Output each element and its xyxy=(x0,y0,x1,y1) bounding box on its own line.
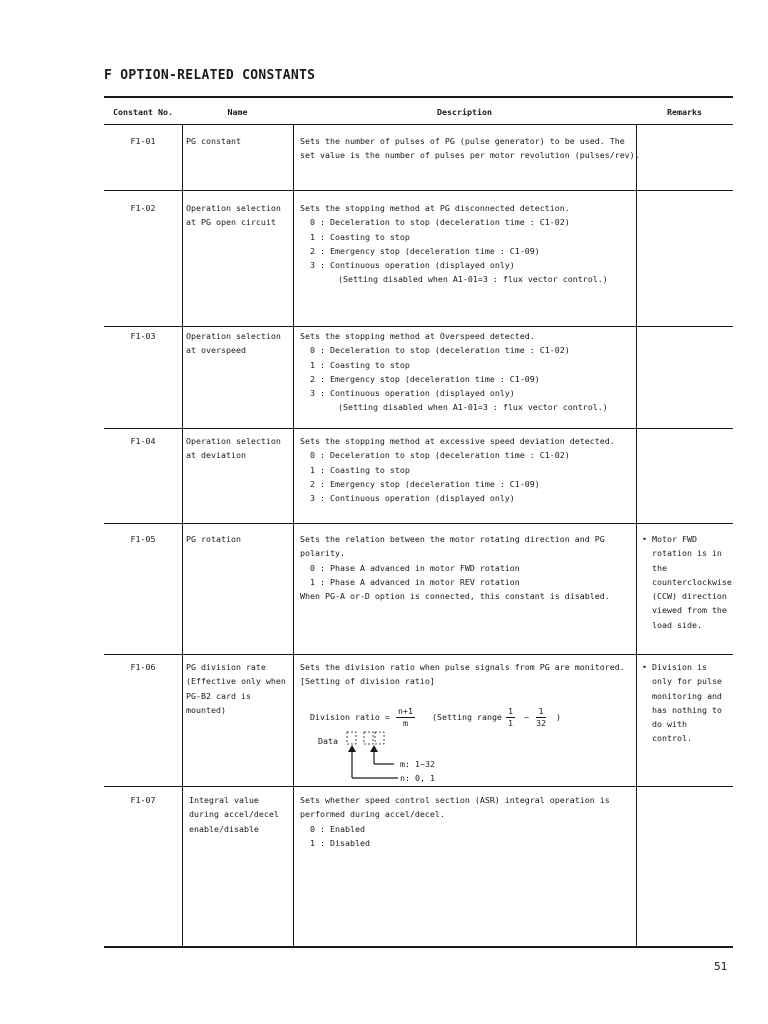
constant-no: F1-03 xyxy=(130,331,156,341)
constant-no: F1-04 xyxy=(130,436,156,446)
constant-description: Sets the division ratio when pulse signals from PG are monitored. [Setting of division ratio] xyxy=(300,662,625,687)
row-divider xyxy=(104,326,733,327)
table-bottom-rule xyxy=(104,946,733,948)
row-divider xyxy=(104,190,733,191)
digit-box-m1 xyxy=(364,732,373,744)
division-ratio-formula xyxy=(310,706,630,786)
n-arrow-icon xyxy=(348,745,356,752)
row-divider xyxy=(104,428,733,429)
row-divider xyxy=(104,523,733,524)
page-number: 51 xyxy=(714,960,728,973)
range-text: (Setting range xyxy=(432,712,502,722)
digit-box-m2 xyxy=(375,732,384,744)
constant-remarks: • Motor FWD rotation is in the counterclockwise (CCW) direction viewed from the load side. xyxy=(642,534,732,630)
constant-no: F1-05 xyxy=(130,534,156,544)
n-range-label: n: 0, 1 xyxy=(400,773,435,783)
row-divider xyxy=(104,654,733,655)
constant-name: Operation selection at deviation xyxy=(186,436,281,461)
constant-no: F1-07 xyxy=(130,795,156,805)
range-high-fraction: $\frac{1}{32}$ xyxy=(536,706,546,728)
range-tilde: ~ xyxy=(524,712,529,722)
constant-description: Sets the stopping method at excessive speed deviation detected. 0 : Deceleration to stop (deceleration time : C1-02) 1 : Coasting to stop 2 : Emergency stop (deceleration time : C1-09) 3 : Continuous operation (displayed only) xyxy=(300,436,615,504)
constant-name: PG division rate (Effective only when PG-B2 card is mounted) xyxy=(186,662,286,715)
constant-name: Integral value during accel/decel enable/disable xyxy=(189,795,279,834)
constant-description: Sets the number of pulses of PG (pulse generator) to be used. The set value is the number of pulses per motor revolution (pulses/rev). xyxy=(300,136,640,161)
page-title: F OPTION-RELATED CONSTANTS xyxy=(104,68,316,83)
header-constant-no: Constant No. xyxy=(113,107,173,117)
constant-description: Sets the stopping method at Overspeed detected. 0 : Deceleration to stop (deceleration time : C1-02) 1 : Coasting to stop 2 : Emergency stop (deceleration time : C1-09) 3 : Continuous operation (displayed only) (Setting disabled when A1-01=3 : flux vector control.) xyxy=(300,331,608,413)
constant-name: Operation selection at PG open circuit xyxy=(186,203,281,228)
bullet-icon: • xyxy=(642,534,647,544)
column-divider xyxy=(293,124,294,946)
header-name: Name xyxy=(227,107,248,117)
m-arrow-icon xyxy=(370,745,378,752)
constant-remarks: • Division is only for pulse monitoring and has nothing to do with control. xyxy=(642,662,722,744)
table-header-rule xyxy=(104,124,733,125)
m-range-label: m: 1~32 xyxy=(400,759,435,769)
header-remarks: Remarks xyxy=(667,107,702,117)
constant-description: Sets the relation between the motor rotating direction and PG polarity. 0 : Phase A advanced in motor FWD rotation 1 : Phase A advanced in motor REV rotation When PG-A or-D option is connected, this constant is disabled. xyxy=(300,534,610,602)
constant-no: F1-02 xyxy=(130,203,156,213)
table-top-rule xyxy=(104,96,733,98)
constant-no: F1-01 xyxy=(130,136,156,146)
ratio-fraction: $\frac{n+1}{m}$ xyxy=(398,706,413,728)
range-low-fraction: $\frac{1}{1}$ xyxy=(508,706,513,728)
header-description: Description xyxy=(437,107,492,117)
constant-description: Sets whether speed control section (ASR) integral operation is performed during accel/decel. 0 : Enabled 1 : Disabled xyxy=(300,795,610,848)
digit-box-n xyxy=(347,732,356,744)
data-label: Data xyxy=(318,736,338,746)
range-close: ) xyxy=(556,712,561,722)
column-divider xyxy=(636,124,637,946)
constant-description: Sets the stopping method at PG disconnected detection. 0 : Deceleration to stop (deceleration time : C1-02) 1 : Coasting to stop 2 : Emergency stop (deceleration time : C1-09) 3 : Continuous operation (displayed only) (Setting disabled when A1-01=3 : flux vector control.) xyxy=(300,203,608,285)
constant-name: PG rotation xyxy=(186,534,241,544)
row-divider xyxy=(104,786,733,787)
formula-label: Division ratio = xyxy=(310,712,390,722)
constant-name: PG constant xyxy=(186,136,241,146)
bullet-icon: • xyxy=(642,662,647,672)
constant-no: F1-06 xyxy=(130,662,156,672)
column-divider xyxy=(182,124,183,946)
constant-name: Operation selection at overspeed xyxy=(186,331,281,356)
